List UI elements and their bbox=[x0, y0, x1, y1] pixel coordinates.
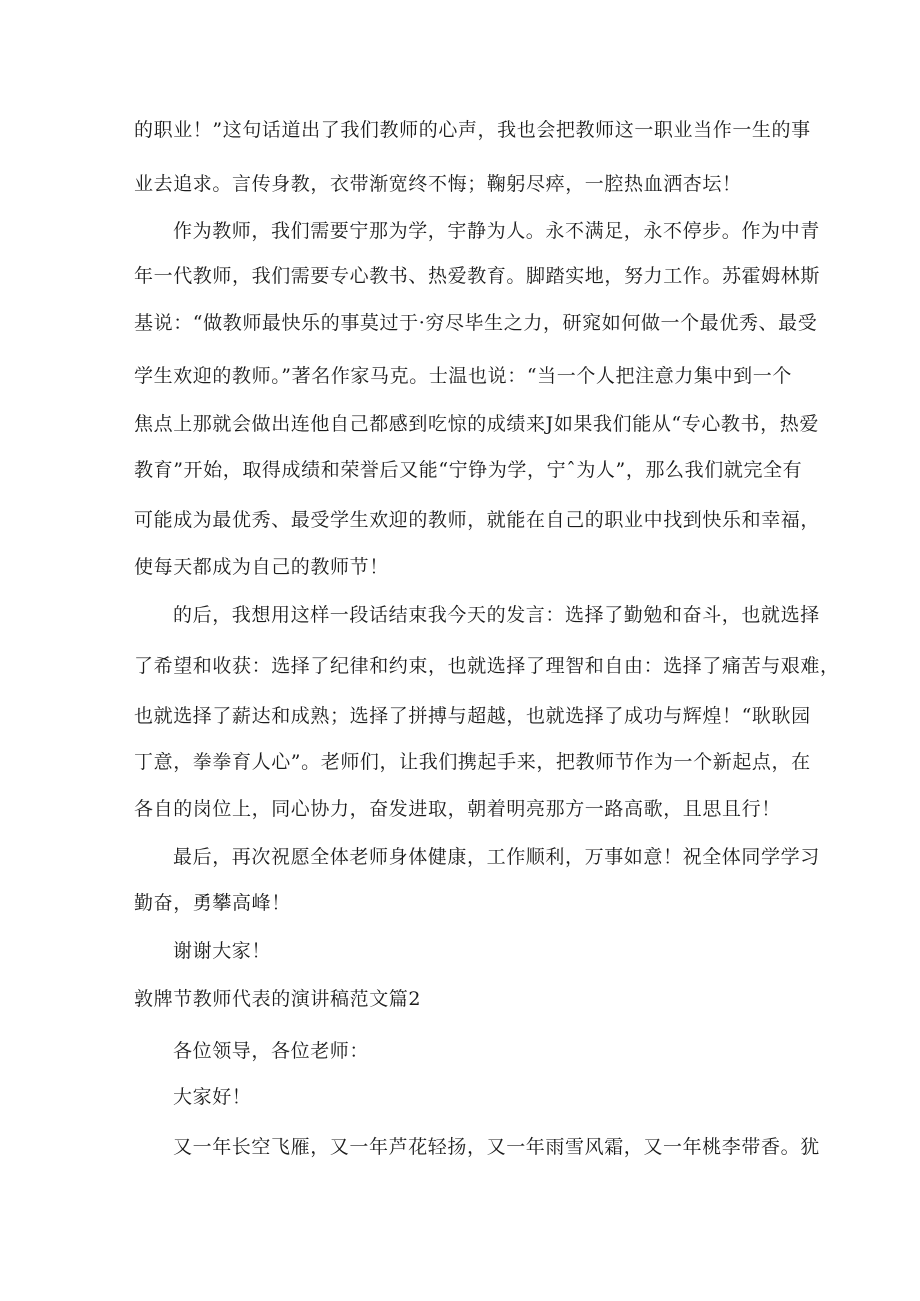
text-line: 年一代教师，我们需要专心教书、热爱教育。脚踏实地，努力工作。苏霍姆林斯 bbox=[134, 265, 821, 287]
text-line: 了希望和收获：选择了纪律和约束，也就选择了理智和自由：选择了痛苦与艰难， bbox=[134, 655, 840, 677]
text-line: 的职业！”这句话道出了我们教师的心声，我也会把教师这一职业当作一生的事 bbox=[134, 119, 811, 141]
closing-thanks: 谢谢大家！ bbox=[173, 940, 272, 962]
paragraph-first-line: 又一年长空飞雁，又一年芦花轻扬，又一年雨雪风霜，又一年桃李带香。犹 bbox=[173, 1136, 820, 1158]
paragraph-first-line: 的后，我想用这样一段话结束我今天的发言：选择了勤勉和奋斗，也就选择 bbox=[173, 604, 820, 626]
salutation: 各位领导，各位老师： bbox=[173, 1040, 370, 1062]
text-line: 业去追求。言传身教，衣带渐宽终不悔；鞠躬尽瘁，一腔热血洒杏坛！ bbox=[134, 173, 742, 195]
text-line: 也就选择了薪达和成熟；选择了拼搏与超越，也就选择了成功与辉煌！“耿耿园 bbox=[134, 705, 811, 727]
text-line: 学生欢迎的教师。”著名作家马克。士温也说：“当一个人把注意力集中到一个 bbox=[134, 365, 792, 387]
text-line: 丁意，拳拳育人心”。老师们，让我们携起手来，把教师节作为一个新起点，在 bbox=[134, 751, 811, 773]
text-line: 使每天都成为自己的教师节！ bbox=[134, 556, 389, 578]
text-line: 焦点上那就会做出连他自己都感到吃惊的成绩来J如果我们能从“专心教书，热爱 bbox=[134, 413, 819, 435]
greeting: 大家好！ bbox=[173, 1086, 252, 1108]
text-line: 勤奋，勇攀高峰！ bbox=[134, 892, 291, 914]
text-line: 基说：“做教师最快乐的事莫过于·穷尽毕生之力，研窕如何做一个最优秀、最受 bbox=[134, 312, 818, 334]
text-line: 可能成为最优秀、最受学生欢迎的教师，就能在自己的职业中找到快乐和幸福， bbox=[134, 509, 821, 531]
paragraph-first-line: 最后，再次祝愿全体老师身体健康，工作顺利，万事如意！祝全体同学学习 bbox=[173, 846, 820, 868]
text-line: 各自的岗位上，同心协力，奋发进取，朝着明亮那方一路高歌，且思且行！ bbox=[134, 798, 781, 820]
section-title: 敦牌节教师代表的演讲稿范文篇2 bbox=[134, 988, 422, 1010]
paragraph-first-line: 作为教师，我们需要宁那为学，宇静为人。永不满足，永不停步。作为中青 bbox=[173, 220, 820, 242]
text-line: 教育”开始，取得成绩和荣誉后又能“宁铮为学，宁ˆ为人”，那么我们就完全有 bbox=[134, 459, 803, 481]
